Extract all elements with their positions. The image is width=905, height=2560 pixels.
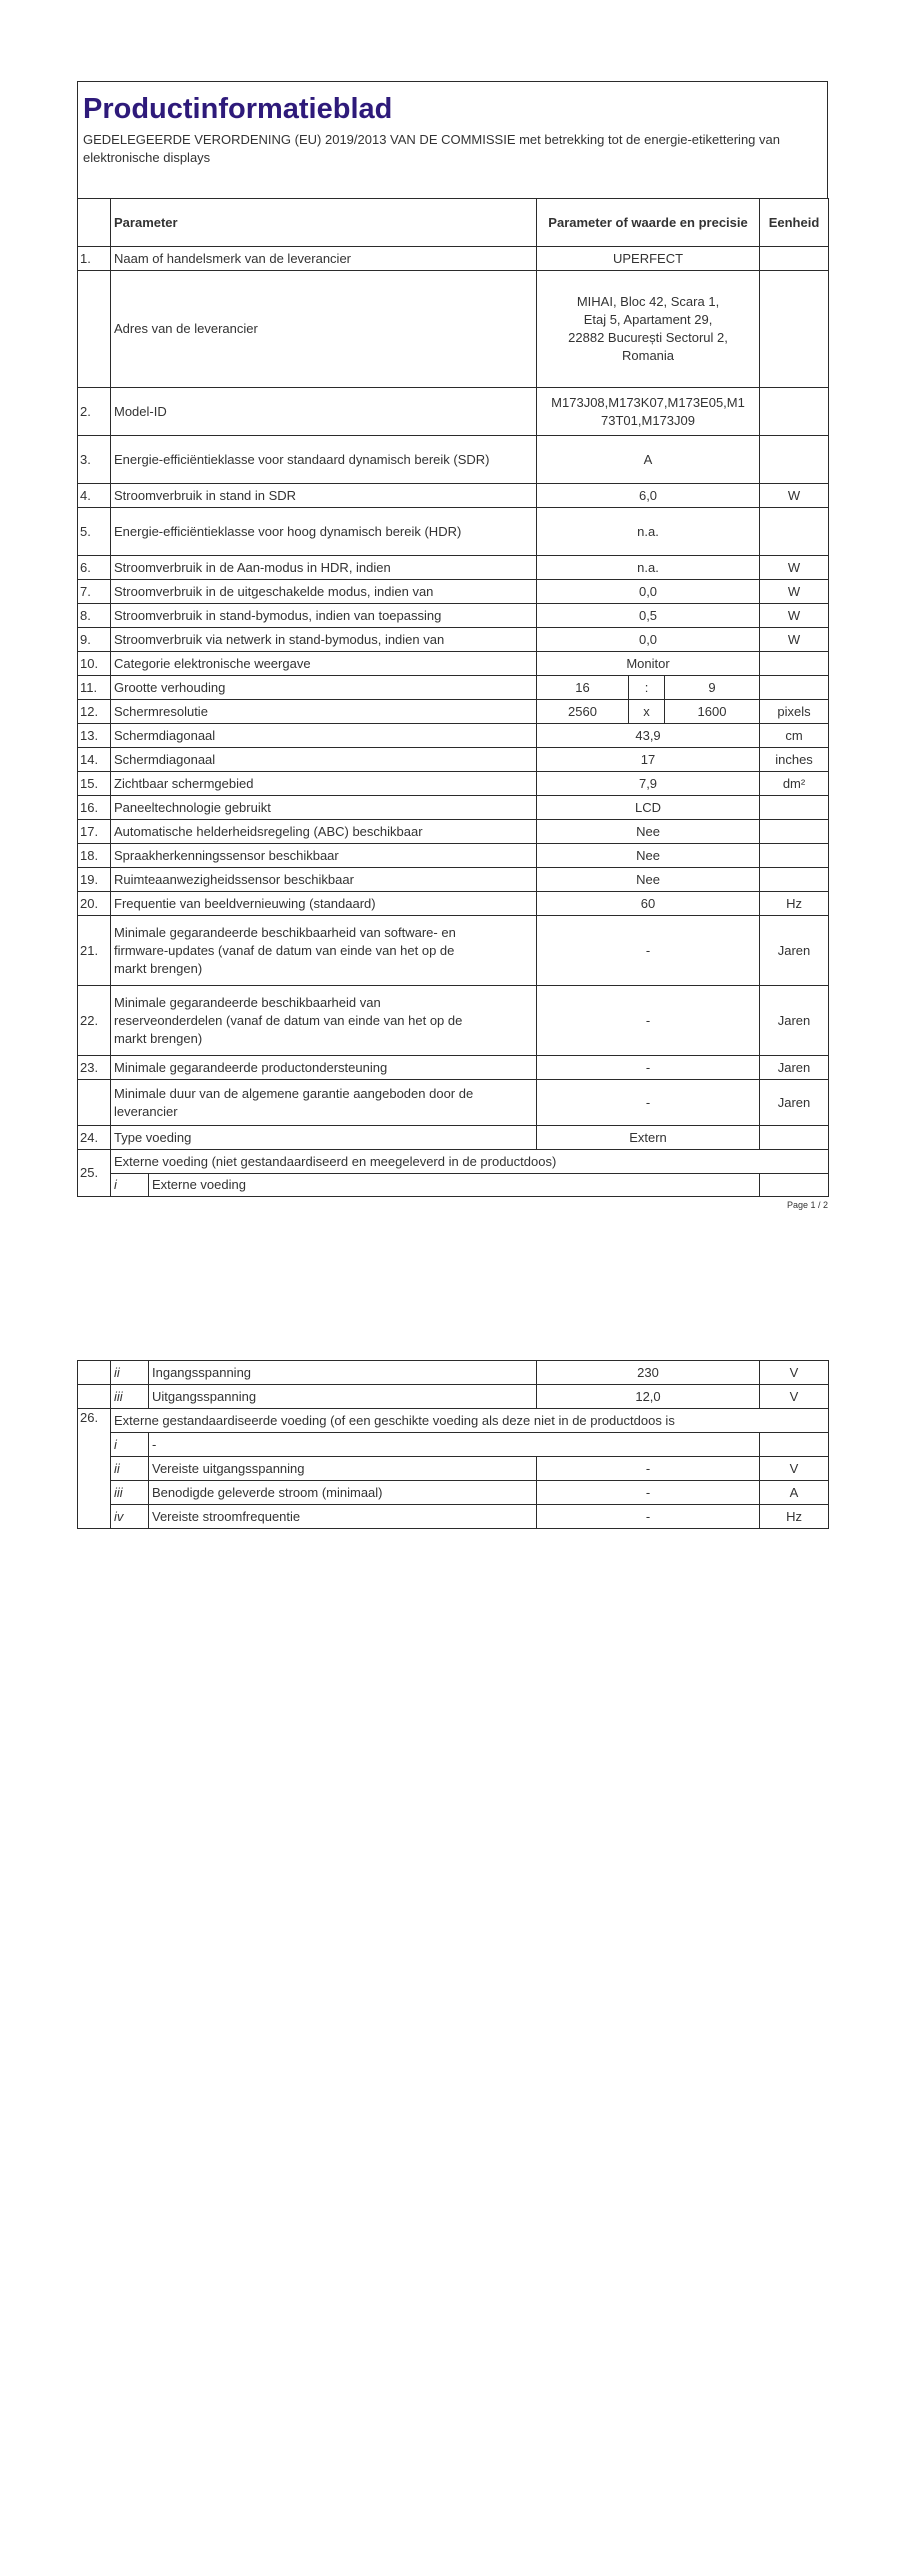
header-unit: Eenheid [760,199,829,247]
table-row: i - [78,1433,829,1457]
document-title: Productinformatieblad [83,93,393,125]
table-row: 9. Stroomverbruik via netwerk in stand-bymodus, indien van 0,0 W [78,628,829,652]
product-info-table [77,198,829,1197]
table-row: 17. Automatische helderheidsregeling (ABC) beschikbaar Nee [78,820,829,844]
header-parameter: Parameter [111,199,537,247]
table-row: 15. Zichtbaar schermgebied 7,9 dm² [78,772,829,796]
page-1 [77,81,828,1210]
table-row: 4. Stroomverbruik in stand in SDR 6,0 W [78,484,829,508]
table-row: iv Vereiste stroomfrequentie - Hz [78,1505,829,1529]
document-subtitle: GEDELEGEERDE VERORDENING (EU) 2019/2013 VAN DE COMMISSIE met betrekking tot de energie-etikettering van elektronische displays [83,132,780,165]
table-row: 13. Schermdiagonaal 43,9 cm [78,724,829,748]
table-row: Adres van de leverancier MIHAI, Bloc 42, Scara 1, Etaj 5, Apartament 29, 22882 București Sectorul 2, Romania [78,271,829,388]
table-row: 19. Ruimteaanwezigheidssensor beschikbaar Nee [78,868,829,892]
table-row: 18. Spraakherkenningssensor beschikbaar Nee [78,844,829,868]
table-row: 24. Type voeding Extern [78,1126,829,1150]
table-row: ii Vereiste uitgangsspanning - V [78,1457,829,1481]
header-value: Parameter of waarde en precisie [537,199,760,247]
table-row: 12. Schermresolutie 2560 x 1600 pixels [78,700,829,724]
table-row: i Externe voeding [78,1174,829,1197]
page-2 [77,1360,828,1529]
product-info-table-continued [77,1360,829,1529]
table-row: iii Uitgangsspanning 12,0 V [78,1385,829,1409]
supplier-address: MIHAI, Bloc 42, Scara 1, Etaj 5, Apartament 29, 22882 București Sectorul 2, Romania [537,271,760,388]
table-row: 25. Externe voeding (niet gestandaardiseerd en meegeleverd in de productdoos) [78,1150,829,1174]
table-row: 7. Stroomverbruik in de uitgeschakelde modus, indien van 0,0 W [78,580,829,604]
table-row: 2. Model-ID M173J08,M173K07,M173E05,M1 73T01,M173J09 [78,388,829,436]
table-row: 22. Minimale gegarandeerde beschikbaarheid van reserveonderdelen (vanaf de datum van einde van het op de markt brengen) - Jaren [78,986,829,1056]
table-row: ii Ingangsspanning 230 V [78,1361,829,1385]
table-row: 11. Grootte verhouding 16 : 9 [78,676,829,700]
table-row: 8. Stroomverbruik in stand-bymodus, indien van toepassing 0,5 W [78,604,829,628]
table-row: 16. Paneeltechnologie gebruikt LCD [78,796,829,820]
document-header [77,81,828,198]
table-row: 5. Energie-efficiëntieklasse voor hoog dynamisch bereik (HDR) n.a. [78,508,829,556]
table-row: 6. Stroomverbruik in de Aan-modus in HDR, indien n.a. W [78,556,829,580]
model-id-value: M173J08,M173K07,M173E05,M1 73T01,M173J09 [537,388,760,436]
table-row: 3. Energie-efficiëntieklasse voor standaard dynamisch bereik (SDR) A [78,436,829,484]
table-row: 20. Frequentie van beeldvernieuwing (standaard) 60 Hz [78,892,829,916]
table-row: 26. Externe gestandaardiseerde voeding (of een geschikte voeding als deze niet in de productdoos is [78,1409,829,1433]
table-row: 23. Minimale gegarandeerde productondersteuning - Jaren [78,1056,829,1080]
table-row: 1. Naam of handelsmerk van de leverancier UPERFECT [78,247,829,271]
table-row: 14. Schermdiagonaal 17 inches [78,748,829,772]
table-header-row [78,199,829,247]
page-number: Page 1 / 2 [786,1200,828,1210]
table-row: Minimale duur van de algemene garantie aangeboden door de leverancier - Jaren [78,1080,829,1126]
table-row: 21. Minimale gegarandeerde beschikbaarheid van software- en firmware-updates (vanaf de datum van einde van het op de markt brengen) - Jaren [78,916,829,986]
table-row: iii Benodigde geleverde stroom (minimaal) - A [78,1481,829,1505]
table-row: 10. Categorie elektronische weergave Monitor [78,652,829,676]
